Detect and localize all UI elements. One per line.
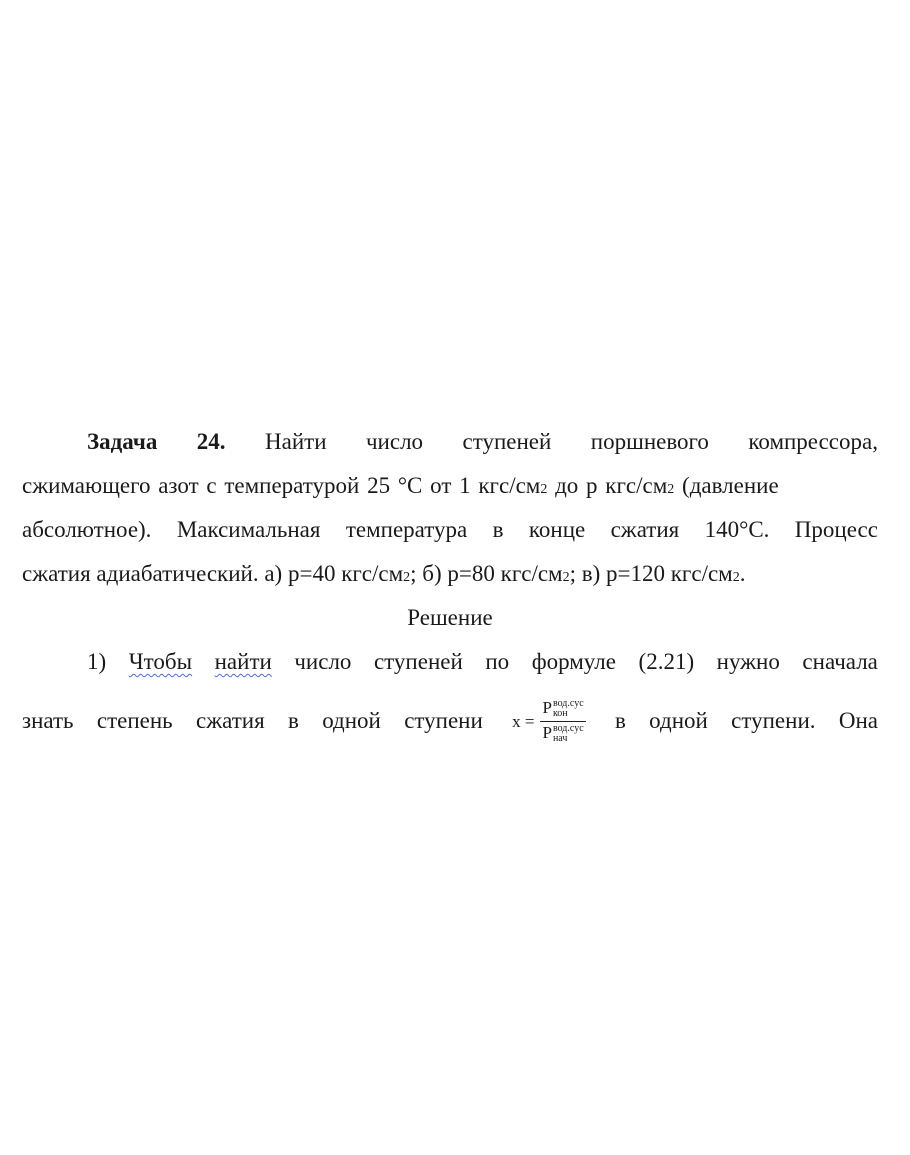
- formula-lhs: x =: [512, 711, 535, 731]
- word: поршневого: [590, 429, 709, 454]
- word: (2.21): [638, 649, 695, 674]
- numerator-subscript: кон: [552, 707, 568, 719]
- denominator-subscript: нач: [552, 732, 568, 744]
- word: 140°С.: [704, 517, 770, 542]
- list-number: 1): [87, 649, 107, 674]
- solution-line-2: [22, 684, 878, 758]
- text-segment: до р кгс/см: [547, 473, 668, 498]
- word: Максимальная: [176, 517, 321, 542]
- spellcheck-word: Чтобы: [128, 649, 193, 674]
- formula-numerator: [540, 699, 585, 722]
- problem-label: Задача: [87, 429, 158, 454]
- denominator-indices: [553, 724, 584, 744]
- denominator-symbol: P: [542, 722, 552, 742]
- word: ступеней: [373, 649, 463, 674]
- text-segment: ; в) р=120 кгс/см: [569, 561, 733, 586]
- word: ступеней: [462, 429, 552, 454]
- word: компрессора,: [748, 429, 878, 454]
- formula-fraction: [540, 699, 585, 744]
- denominator-superscript: вод.сус: [552, 722, 584, 734]
- problem-line-1: [22, 420, 878, 464]
- text-segment: сжимающего азот с температурой 25 °С от 1 кгс/см: [22, 473, 541, 498]
- text-segment: ; б) р=80 кгс/см: [410, 561, 563, 586]
- compression-ratio-formula: [512, 699, 586, 744]
- solution-line-1: [22, 640, 878, 684]
- formula-denominator: [540, 722, 585, 744]
- solution-heading: Решение: [407, 605, 493, 630]
- numerator-superscript: вод.сус: [552, 697, 584, 709]
- word: в: [614, 708, 626, 733]
- word: формуле: [531, 649, 616, 674]
- word: сжатия: [196, 708, 265, 733]
- problem-line-4: сжатия адиабатический. а) р=40 кгс/см 2 ; б) р=80 кгс/см 2 ; в) р=120 кгс/см 2 .: [22, 552, 878, 596]
- text-segment: .: [739, 561, 746, 586]
- word: Она: [838, 708, 878, 733]
- word: конце: [528, 517, 586, 542]
- document-body: [22, 420, 878, 758]
- word: знать: [22, 708, 74, 733]
- word: число: [294, 649, 352, 674]
- problem-line-3: [22, 508, 878, 552]
- word: степень: [96, 708, 173, 733]
- spellcheck-word: найти: [214, 649, 272, 674]
- word: абсолютное).: [22, 517, 152, 542]
- word: в: [492, 517, 504, 542]
- word: нужно: [716, 649, 780, 674]
- word: Найти: [265, 429, 327, 454]
- numerator-symbol: P: [542, 697, 552, 717]
- problem-number: 24.: [196, 429, 226, 454]
- numerator-indices: [553, 699, 584, 719]
- word: в: [288, 708, 299, 733]
- word: одной: [322, 708, 381, 733]
- text-segment: (давление: [674, 473, 779, 498]
- word: одной: [649, 708, 708, 733]
- word: ступени.: [731, 708, 816, 733]
- word: по: [485, 649, 510, 674]
- problem-line-2: сжимающего азот с температурой 25 °С от 1 кгс/см 2 до р кгс/см 2 (давление: [22, 464, 878, 508]
- word: число: [365, 429, 424, 454]
- problem-paragraph: [22, 420, 878, 596]
- word: сначала: [802, 649, 878, 674]
- word: сжатия: [610, 517, 680, 542]
- word: Процесс: [794, 517, 878, 542]
- solution-paragraph: [22, 640, 878, 758]
- word: ступени: [404, 708, 483, 733]
- text-segment: сжатия адиабатический. а) р=40 кгс/см: [22, 561, 404, 586]
- word: температура: [345, 517, 468, 542]
